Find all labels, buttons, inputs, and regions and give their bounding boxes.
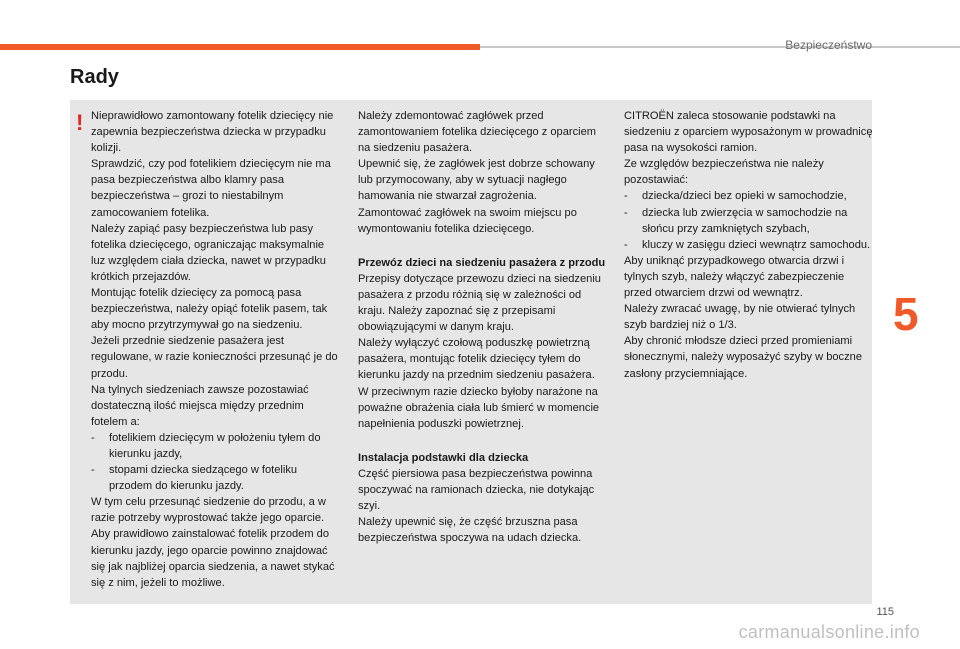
paragraph: Ze względów bezpieczeństwa nie należy pozostawiać: (624, 158, 824, 187)
paragraph: Należy upewnić się, że część brzuszna pasa bezpieczeństwa spoczywa na udach dziecka. (358, 516, 582, 545)
page-number: 115 (876, 606, 894, 618)
header-divider (480, 46, 960, 48)
bullet-dash: - (624, 238, 628, 251)
list-item-text: fotelikiem dziecięcym w położeniu tyłem do kierunku jazdy, (109, 431, 321, 460)
header-accent-bar (0, 44, 480, 50)
column-3 (624, 108, 874, 382)
column-2 (358, 108, 608, 546)
paragraph: Należy wyłączyć czołową poduszkę powietrzną pasażera, montując fotelik dziecięcy tyłem do kierunku jazdy na przednim siedzeniu pasażera. W przeciwnym razie dziecko byłoby narażone na poważne obrażenia ciała lub śmierć w momencie napełnienia poduszki powietrznej. (358, 337, 600, 430)
paragraph: Na tylnych siedzeniach zawsze pozostawiać dostateczną ilość miejsca między przednim fotelem a: (91, 383, 309, 428)
paragraph: CITROËN zaleca stosowanie podstawki na siedzeniu z oparciem wyposażonym w prowadnicę pasa na wysokości ramion. (624, 110, 873, 155)
list-item (91, 462, 341, 494)
paragraph: Aby uniknąć przypadkowego otwarcia drzwi i tylnych szyb, należy włączyć zabezpieczenie przed otwarciem drzwi od wewnątrz. (624, 254, 845, 300)
paragraph: Należy zapiąć pasy bezpieczeństwa lub pasy fotelika dziecięcego, ograniczając maksymalnie luz względem ciała dziecka, nawet w przypadku krótkich przejazdów. (91, 222, 326, 283)
paragraph: Upewnić się, że zagłówek jest dobrze schowany lub przymocowany, aby w sytuacji nagłego hamowania nie stwarzał zagrożenia. (358, 158, 595, 203)
subheading: Instalacja podstawki dla dziecka (358, 451, 529, 464)
paragraph: Nieprawidłowo zamontowany fotelik dziecięcy nie zapewnia bezpieczeństwa dziecka w przypadku kolizji. (91, 110, 334, 155)
list-item-text: dziecka/dzieci bez opieki w samochodzie, (642, 190, 847, 203)
paragraph: Aby prawidłowo zainstalować fotelik przodem do kierunku jazdy, jego oparcie powinno znajdować się jak najbliżej oparcia siedzenia, a nawet stykać się z nim, jeżeli to możliwe. (91, 528, 335, 589)
paragraph: W tym celu przesunąć siedzenie do przodu, a w razie potrzeby wyprostować także jego oparcie. (91, 496, 326, 525)
list-item-text: stopami dziecka siedzącego w foteliku przodem do kierunku jazdy. (109, 464, 298, 493)
paragraph: Przepisy dotyczące przewozu dzieci na siedzeniu pasażera z przodu różnią się w zależności od kraju. Należy zapoznać się z przepisami obowiązującymi w danym kraju. (358, 272, 601, 334)
section-title: Bezpieczeństwo (785, 38, 872, 52)
paragraph: Jeżeli przednie siedzenie pasażera jest regulowane, w razie konieczności przesunąć je do przodu. (91, 335, 338, 380)
paragraph: Należy zdemontować zagłówek przed zamontowaniem fotelika dziecięcego z oparciem na siedzeniu pasażera. (358, 110, 597, 155)
paragraph: Część piersiowa pasa bezpieczeństwa powinna spoczywać na ramionach dziecka, nie dotykając szyi. (358, 467, 595, 513)
paragraph: Zamontować zagłówek na swoim miejscu po wymontowaniu fotelika dziecięcego. (358, 206, 577, 235)
list-item (624, 205, 874, 237)
bullet-dash: - (91, 431, 95, 444)
subheading: Przewóz dzieci na siedzeniu pasażera z przodu (358, 256, 606, 269)
bullet-dash: - (624, 190, 628, 203)
list-item (91, 430, 341, 462)
paragraph: Należy zwracać uwagę, by nie otwierać tylnych szyb bardziej niż o 1/3. (624, 303, 856, 332)
spacer (358, 237, 608, 255)
watermark: carmanualsonline.info (738, 622, 920, 642)
paragraph: Montując fotelik dziecięcy za pomocą pasa bezpieczeństwa, należy opiąć fotelik pasem, tak aby mocno przytrzymywał go na siedzeniu. (91, 287, 328, 332)
chapter-number: 5 (893, 288, 919, 340)
paragraph: Aby chronić młodsze dzieci przed promieniami słonecznymi, należy wyposażyć szyby w boczne zasłony przyciemniające. (624, 335, 862, 380)
column-1 (91, 108, 341, 591)
list-item-text: dziecka lub zwierzęcia w samochodzie na słońcu przy zamkniętych szybach, (642, 206, 848, 235)
bullet-dash: - (91, 464, 95, 477)
list-item (624, 237, 874, 253)
page-title: Rady (70, 66, 119, 88)
bullet-dash: - (624, 206, 628, 219)
spacer (358, 432, 608, 450)
list-item (624, 188, 874, 204)
paragraph: Sprawdzić, czy pod fotelikiem dziecięcym nie ma pasa bezpieczeństwa albo klamry pasa bezpieczeństwa – grozi to niestabilnym zamocowaniem fotelika. (91, 158, 331, 219)
exclamation-icon: ! (76, 110, 84, 135)
list-item-text: kluczy w zasięgu dzieci wewnątrz samochodu. (642, 238, 871, 251)
